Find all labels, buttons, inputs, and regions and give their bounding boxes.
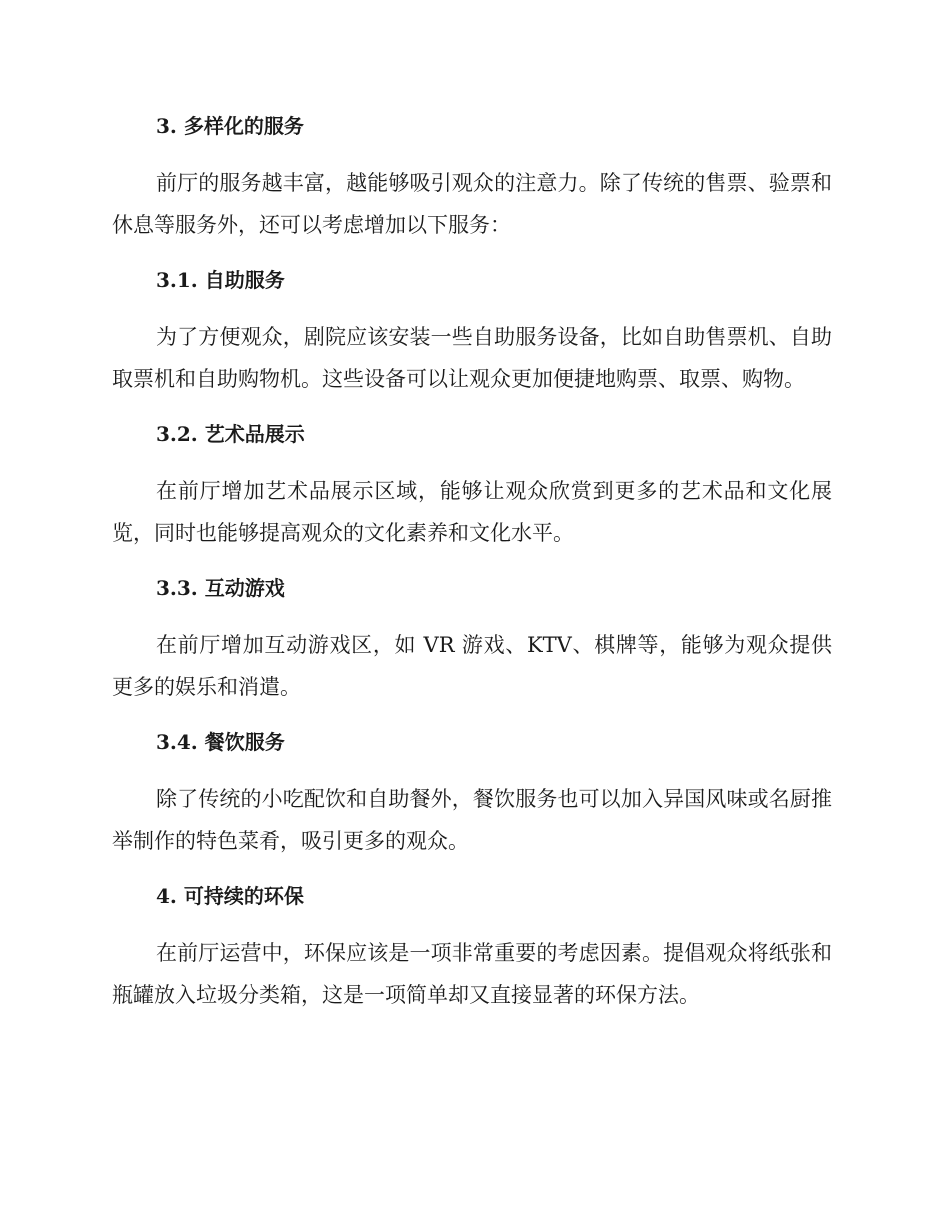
section-heading: 3. 多样化的服务 [156,114,304,138]
section-paragraph: 为了方便观众，剧院应该安装一些自助服务设备，比如自助售票机、自助取票机和自助购物机。这些设备可以让观众更加便捷地购票、取票、购物。 [112,325,832,391]
subsection-heading: 3.1. 自助服务 [156,268,285,292]
subsection-heading: 3.4. 餐饮服务 [156,730,285,754]
section-paragraph: 前厅的服务越丰富，越能够吸引观众的注意力。除了传统的售票、验票和休息等服务外，还可以考虑增加以下服务： [112,171,832,237]
section-paragraph: 在前厅增加艺术品展示区域，能够让观众欣赏到更多的艺术品和文化展览，同时也能够提高观众的文化素养和文化水平。 [112,479,832,545]
section-paragraph: 在前厅运营中，环保应该是一项非常重要的考虑因素。提倡观众将纸张和瓶罐放入垃圾分类箱，这是一项简单却又直接显著的环保方法。 [112,941,832,1007]
section-heading: 4. 可持续的环保 [156,884,304,908]
subsection-heading: 3.2. 艺术品展示 [156,422,305,446]
document-body [112,110,832,1034]
section-paragraph: 除了传统的小吃配饮和自助餐外，餐饮服务也可以加入异国风味或名厨推举制作的特色菜肴，吸引更多的观众。 [112,787,832,853]
section-paragraph: 在前厅增加互动游戏区，如 VR 游戏、KTV、棋牌等，能够为观众提供更多的娱乐和消遣。 [112,633,832,699]
subsection-heading: 3.3. 互动游戏 [156,576,285,600]
